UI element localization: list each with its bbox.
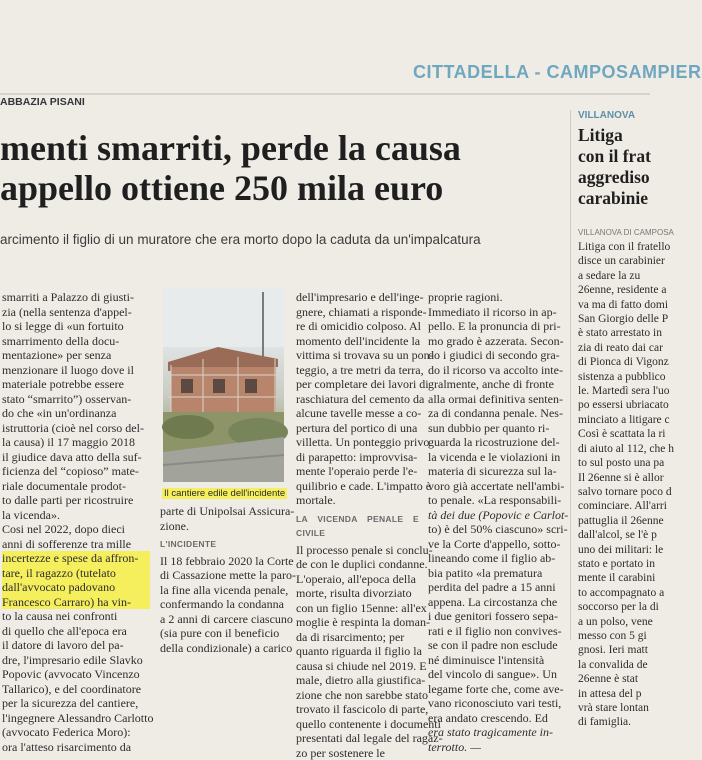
text-line: to dalle parti per ricostruire bbox=[2, 493, 150, 508]
sidebar-text-line: salvo tornare poco d bbox=[578, 485, 658, 499]
text-line: quanto riguarda il figlio la bbox=[296, 644, 419, 659]
sidebar-text-line: di Pionca di Vigonz bbox=[578, 355, 658, 369]
text-line: pertura del portico di una bbox=[296, 421, 419, 436]
photo-caption: Il cantiere edile dell'incidente bbox=[162, 488, 287, 499]
text-line: dall'avvocato padovano bbox=[2, 580, 150, 595]
text-line: dell'impresario e dell'inge- bbox=[296, 290, 419, 305]
text-line: mente l'operaio perde l'e- bbox=[296, 464, 419, 479]
article-column-2 bbox=[160, 504, 286, 655]
text-line: tare, il ragazzo (tutelato bbox=[2, 566, 150, 581]
text-line: de con le duplici condanne. bbox=[296, 557, 419, 572]
text-line: di parapetto: improvvisa- bbox=[296, 450, 419, 465]
sidebar-text-line: mente il carabini bbox=[578, 571, 658, 585]
text-line: la causa) il 17 maggio 2018 bbox=[2, 435, 150, 450]
text-line: momento dell'incidente la bbox=[296, 334, 419, 349]
text-line: istruttoria (cioè nel corso del- bbox=[2, 421, 150, 436]
text-line: materia di sicurezza sul la- bbox=[428, 464, 564, 479]
text-line: teggio, a tre metri da terra, bbox=[296, 363, 419, 378]
text-line: con un figlio 15enne: all'ex bbox=[296, 601, 419, 616]
text-line: appena. La circostanza che bbox=[428, 595, 564, 610]
sidebar-headline-line-4: carabinie bbox=[578, 188, 651, 209]
text-line: to la causa nei confronti bbox=[2, 609, 150, 624]
text-line: era stato tragicamente in- bbox=[428, 725, 564, 740]
text-line: del vincolo di sangue». Un bbox=[428, 667, 564, 682]
text-line: ve la Corte d'appello, sotto- bbox=[428, 537, 564, 552]
text-line: era andato crescendo. Ed bbox=[428, 711, 564, 726]
article-kicker: ABBAZIA PISANI bbox=[0, 96, 85, 108]
sidebar-text-line: la convalida de bbox=[578, 658, 658, 672]
section-title: CITTADELLA - CAMPOSAMPIER bbox=[413, 62, 702, 83]
text-line: di quello che all'epoca era bbox=[2, 624, 150, 639]
sidebar-text-line: zia di reato dai car bbox=[578, 341, 658, 355]
sidebar-text-line: pattuglia il 26enne bbox=[578, 514, 658, 528]
text-line: il giudice dava atto della suf- bbox=[2, 450, 150, 465]
text-line: la vicenda». bbox=[2, 508, 150, 523]
text-line: la fine alla vicenda penale, bbox=[160, 583, 286, 598]
text-line: perdita del padre a 15 anni bbox=[428, 580, 564, 595]
text-line: né diminuisce l'intensità bbox=[428, 653, 564, 668]
text-line: per la sicurezza del cantiere, bbox=[2, 696, 150, 711]
sidebar-text-line: è stato arrestato in bbox=[578, 326, 658, 340]
sidebar-text-line: 26enne è stat bbox=[578, 672, 658, 686]
text-line: bia patito «la prematura bbox=[428, 566, 564, 581]
text-line: a 2 anni di carcere ciascuno bbox=[160, 612, 286, 627]
text-line: do il ricorso va accolto inte- bbox=[428, 363, 564, 378]
article-headline bbox=[0, 128, 555, 208]
text-line: mortale. bbox=[296, 493, 419, 508]
sidebar-headline bbox=[578, 125, 651, 209]
text-line: smarriti a Palazzo di giusti- bbox=[2, 290, 150, 305]
text-line: smarrimento della docu- bbox=[2, 334, 150, 349]
sidebar-text-line: a sedare la zu bbox=[578, 269, 658, 283]
sidebar-headline-line-1: Litiga bbox=[578, 125, 651, 146]
sidebar-text-line: to sul posto una pa bbox=[578, 456, 658, 470]
sidebar-text-line: dall'alcol, se l'è p bbox=[578, 528, 658, 542]
sidebar-text-line: a un polso, vene bbox=[578, 615, 658, 629]
text-line: anni di sofferenze tra mille bbox=[2, 537, 150, 552]
text-line: confermando la condanna bbox=[160, 597, 286, 612]
text-line: i due genitori fossero sepa- bbox=[428, 609, 564, 624]
text-line: lo si legge di «un fortuito bbox=[2, 319, 150, 334]
text-line: Tallarico), e del coordinatore bbox=[2, 682, 150, 697]
section-label-vicenda: LA VICENDA PENALE E CIVILE bbox=[296, 512, 419, 541]
column-divider bbox=[570, 110, 571, 640]
text-line: causa si chiude nel 2019. E bbox=[296, 659, 419, 674]
text-line: (avvocato Federica Moro): bbox=[2, 725, 150, 740]
header-rule bbox=[0, 93, 650, 95]
text-line: proprie ragioni. bbox=[428, 290, 564, 305]
sidebar-text-line: soccorso per la di bbox=[578, 600, 658, 614]
text-line: (sia pure con il beneficio bbox=[160, 626, 286, 641]
text-line: tà dei due (Popovic e Carlot- bbox=[428, 508, 564, 523]
sidebar-text-line: messo con 5 gi bbox=[578, 629, 658, 643]
sidebar-dateline: VILLANOVA DI CAMPOSA bbox=[578, 228, 674, 237]
text-line: da di risarcimento; per bbox=[296, 630, 419, 645]
construction-site-illustration bbox=[163, 287, 284, 482]
text-line: dre, l'impresario edile Slavko bbox=[2, 653, 150, 668]
text-line: di Cassazione mette la paro- bbox=[160, 568, 286, 583]
sidebar-text-line: to accompagnato a bbox=[578, 586, 658, 600]
text-line: Popovic (avvocato Vincenzo bbox=[2, 667, 150, 682]
sidebar-text-line: stato e portato in bbox=[578, 557, 658, 571]
sidebar-body bbox=[578, 240, 658, 730]
text-line: Il processo penale si conclu- bbox=[296, 543, 419, 558]
text-line: menzionare il luogo dove il bbox=[2, 363, 150, 378]
text-line: se con il padre non esclude bbox=[428, 638, 564, 653]
text-line: per completare dei lavori di bbox=[296, 377, 419, 392]
text-line: ficienza del “copioso” mate- bbox=[2, 464, 150, 479]
text-line: alcune tavelle messe a co- bbox=[296, 406, 419, 421]
sidebar-kicker: VILLANOVA bbox=[578, 110, 635, 121]
text-line: moglie è respinta la doman- bbox=[296, 615, 419, 630]
text-line: il datore di lavoro del pa- bbox=[2, 638, 150, 653]
text-line: terrotto. — bbox=[428, 740, 564, 755]
text-line: raschiatura del cemento da bbox=[296, 392, 419, 407]
headline-line-2: appello ottiene 250 mila euro bbox=[0, 168, 555, 208]
sidebar-text-line: cominciare. All'arri bbox=[578, 499, 658, 513]
text-line: lineando come il figlio ab- bbox=[428, 551, 564, 566]
text-line: quilibrio e cade. L'impatto è bbox=[296, 479, 419, 494]
sidebar-text-line: Così è scattata la ri bbox=[578, 427, 658, 441]
article-column-4 bbox=[428, 290, 564, 754]
text-line: gralmente, anche di fronte bbox=[428, 377, 564, 392]
text-line: trovato il fascicolo di parte, bbox=[296, 702, 419, 717]
sidebar-text-line: va ma di fatto domi bbox=[578, 298, 658, 312]
sidebar-text-line: Litiga con il fratello bbox=[578, 240, 658, 254]
sidebar-text-line: sistenza a pubblico bbox=[578, 370, 658, 384]
sidebar-text-line: San Giorgio delle P bbox=[578, 312, 658, 326]
text-line: do i giudici di secondo gra- bbox=[428, 348, 564, 363]
text-line: to) è del 50% ciascuno» scri- bbox=[428, 522, 564, 537]
sidebar-text-line: po essersi ubriacato bbox=[578, 398, 658, 412]
text-line: villetta. Un ponteggio privo bbox=[296, 435, 419, 450]
text-line: Cosi nel 2022, dopo dieci bbox=[2, 522, 150, 537]
text-line: vittima si trovava su un pon- bbox=[296, 348, 419, 363]
text-line: parte di Unipolsai Assicura- bbox=[160, 504, 286, 519]
article-column-3 bbox=[296, 290, 419, 760]
text-line: L'operaio, all'epoca della bbox=[296, 572, 419, 587]
text-line: voro già accertate nell'ambi- bbox=[428, 479, 564, 494]
sidebar-text-line: disce un carabinier bbox=[578, 254, 658, 268]
text-line: incertezze e spese da affron- bbox=[2, 551, 150, 566]
construction-site-photo bbox=[163, 287, 284, 482]
text-line: sun dubbio per quanto ri- bbox=[428, 421, 564, 436]
text-line: alla ormai definitiva senten- bbox=[428, 392, 564, 407]
sidebar-text-line: vrà stare lontan bbox=[578, 701, 658, 715]
text-line: la vicenda e le violazioni in bbox=[428, 450, 564, 465]
text-line: quello contenente i documenti bbox=[296, 717, 419, 732]
sidebar-text-line: Il 26enne si è allor bbox=[578, 471, 658, 485]
sidebar-text-line: gnosi. Ieri matt bbox=[578, 643, 658, 657]
sidebar-text-line: minciato a litigare c bbox=[578, 413, 658, 427]
sidebar-text-line: in attesa del p bbox=[578, 687, 658, 701]
text-line: l'ingegnere Alessandro Carlotto bbox=[2, 711, 150, 726]
text-line: mo grado è azzerata. Secon- bbox=[428, 334, 564, 349]
text-line: za di condanna penale. Nes- bbox=[428, 406, 564, 421]
text-line: riale documentale prodot- bbox=[2, 479, 150, 494]
text-line: do che «in un'ordinanza bbox=[2, 406, 150, 421]
text-line: zia (nella sentenza d'appel- bbox=[2, 305, 150, 320]
sidebar-text-line: di aiuto al 112, che h bbox=[578, 442, 658, 456]
text-line: zione che non sarebbe stato bbox=[296, 688, 419, 703]
text-line: zo per sostenere le bbox=[296, 746, 419, 760]
text-line: guarda la ricostruzione del- bbox=[428, 435, 564, 450]
text-line: Il 18 febbraio 2020 la Corte bbox=[160, 554, 286, 569]
sidebar-text-line: 26enne, residente a bbox=[578, 283, 658, 297]
text-line: to penale. «La responsabili- bbox=[428, 493, 564, 508]
text-line: morte, risulta divorziato bbox=[296, 586, 419, 601]
sidebar-text-line: di famiglia. bbox=[578, 715, 658, 729]
text-line: zione. bbox=[160, 519, 286, 534]
text-line: materiale potrebbe essere bbox=[2, 377, 150, 392]
sidebar-headline-line-2: con il frat bbox=[578, 146, 651, 167]
text-line: gnere, chiamati a risponde- bbox=[296, 305, 419, 320]
sidebar-headline-line-3: aggrediso bbox=[578, 167, 651, 188]
article-subhead: arcimento il figlio di un muratore che era morto dopo la caduta da un'impalcatura bbox=[0, 232, 481, 247]
sidebar-text-line: uno dei militari: le bbox=[578, 543, 658, 557]
text-line: pello. E la pronuncia di pri- bbox=[428, 319, 564, 334]
text-line: legame forte che, come ave- bbox=[428, 682, 564, 697]
text-line: mentazione» per senza bbox=[2, 348, 150, 363]
text-line: vano riconosciuto vari testi, bbox=[428, 696, 564, 711]
text-line: male, dietro alla giustifica- bbox=[296, 673, 419, 688]
section-label-incidente: L'INCIDENTE bbox=[160, 537, 286, 552]
headline-line-1: menti smarriti, perde la causa bbox=[0, 128, 555, 168]
text-line: stato “smarrito”) osservan- bbox=[2, 392, 150, 407]
text-line: ora l'atteso risarcimento da bbox=[2, 740, 150, 755]
text-line: Immediato il ricorso in ap- bbox=[428, 305, 564, 320]
text-line: Francesco Carraro) ha vin- bbox=[2, 595, 150, 610]
sidebar-text-line: le. Martedì sera l'uo bbox=[578, 384, 658, 398]
text-line: re di omicidio colposo. Al bbox=[296, 319, 419, 334]
text-line: presentati dal legale del ragaz- bbox=[296, 731, 419, 746]
text-line: della condizionale) a carico bbox=[160, 641, 286, 656]
text-line: rati e il figlio non convives- bbox=[428, 624, 564, 639]
article-column-1 bbox=[2, 290, 150, 754]
